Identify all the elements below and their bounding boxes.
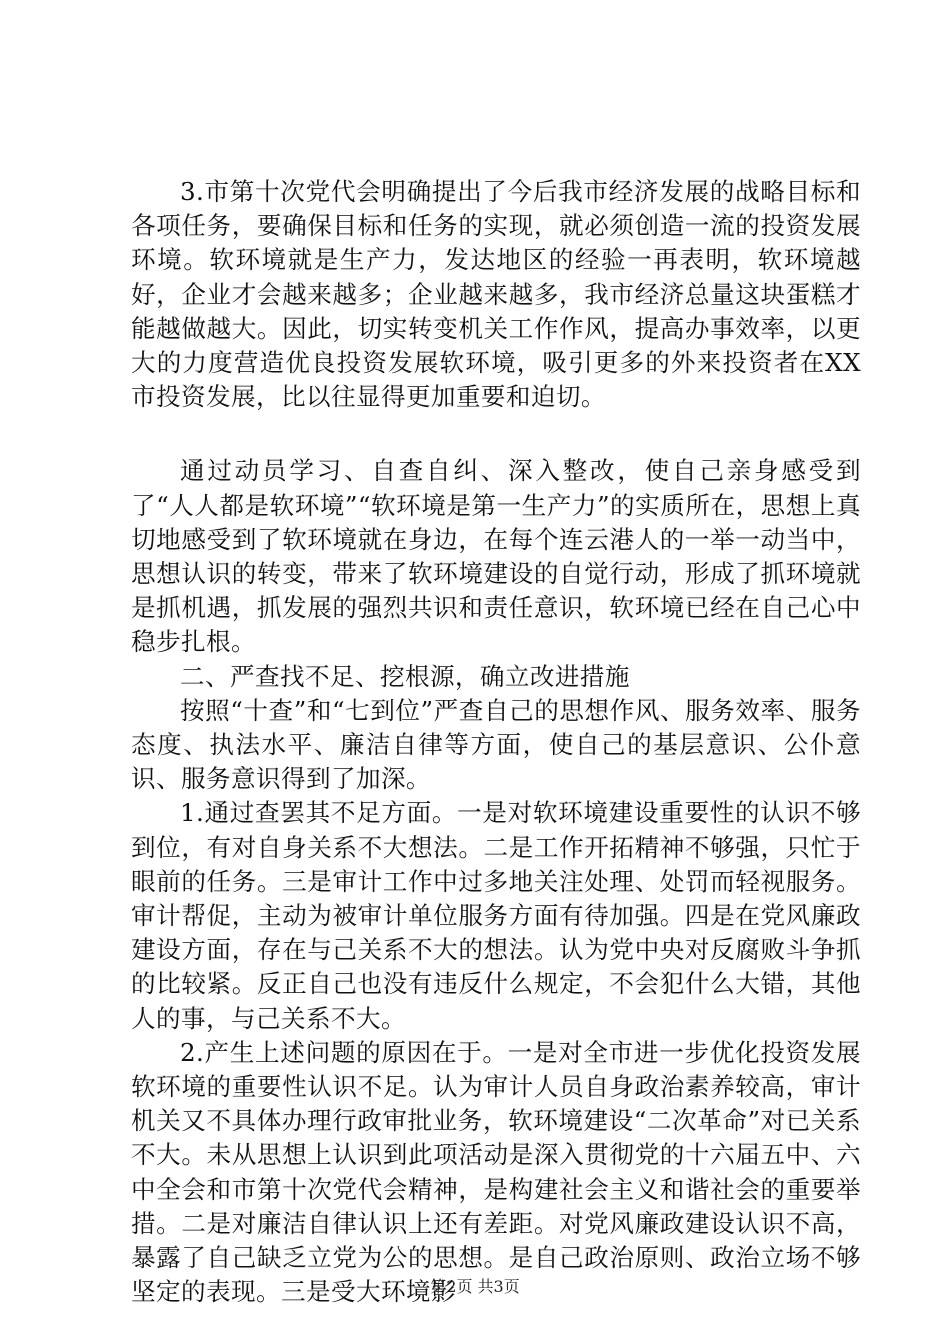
page-number-footer: 第2页 共3页 <box>430 1277 520 1296</box>
section-heading: 二、严查找不足、挖根源，确立改进措施 <box>180 661 630 691</box>
paragraph-causes: 2.产生上述问题的原因在于。一是对全市进一步优化投资发展软环境的重要性认识不足。认为审计人员自身政治素养较高，审计机关又不具体办理行政审批业务，软环境建设“二次革命”对已关系不大。未从思想上认识到此项活动是深入贯彻党的十六届五中、六中全会和市第十次党代会精神，是构建社会主义和谐社会的重要举措。二是对廉洁自律认识上还有差距。对党风廉政建设认识不高，暴露了自己缺乏立党为公的思想。是自己政治原则、政治立场不够坚定的表现。三是受大环境影 <box>131 1037 861 1307</box>
paragraph-goals: 3.市第十次党代会明确提出了今后我市经济发展的战略目标和各项任务，要确保目标和任务的实现，就必须创造一流的投资发展环境。软环境就是生产力，发达地区的经验一再表明，软环境越好，企业才会越来越多；企业越来越多，我市经济总量这块蛋糕才能越做越大。因此，切实转变机关工作作风，提高办事效率，以更大的力度营造优良投资发展软环境，吸引更多的外来投资者在XX市投资发展，比以往显得更加重要和迫切。 <box>131 177 861 412</box>
paragraph-inspection: 按照“十查”和“七到位”严查自己的思想作风、服务效率、服务态度、执法水平、廉洁自律等方面，使自己的基层意识、公仆意识、服务意识得到了加深。 <box>131 695 861 794</box>
paragraph-learning: 通过动员学习、自查自纠、深入整改，使自己亲身感受到了“人人都是软环境”“软环境是第一生产力”的实质所在，思想上真切地感受到了软环境就在身边，在每个连云港人的一举一动当中，思想认识的转变，带来了软环境建设的自觉行动，形成了抓环境就是抓机遇，抓发展的强烈共识和责任意识，软环境已经在自己心中稳步扎根。 <box>131 456 861 657</box>
document-body <box>131 175 861 1310</box>
paragraph-shortcomings: 1.通过查罢其不足方面。一是对软环境建设重要性的认识不够到位，有对自身关系不大想法。二是工作开拓精神不够强，只忙于眼前的任务。三是审计工作中过多地关注处理、处罚而轻视服务。审计帮促，主动为被审计单位服务方面有待加强。四是在党风廉政建设方面，存在与己关系不大的想法。认为党中央对反腐败斗争抓的比较紧。反正自己也没有违反什么规定，不会犯什么大错，其他人的事，与己关系不大。 <box>131 798 861 1033</box>
